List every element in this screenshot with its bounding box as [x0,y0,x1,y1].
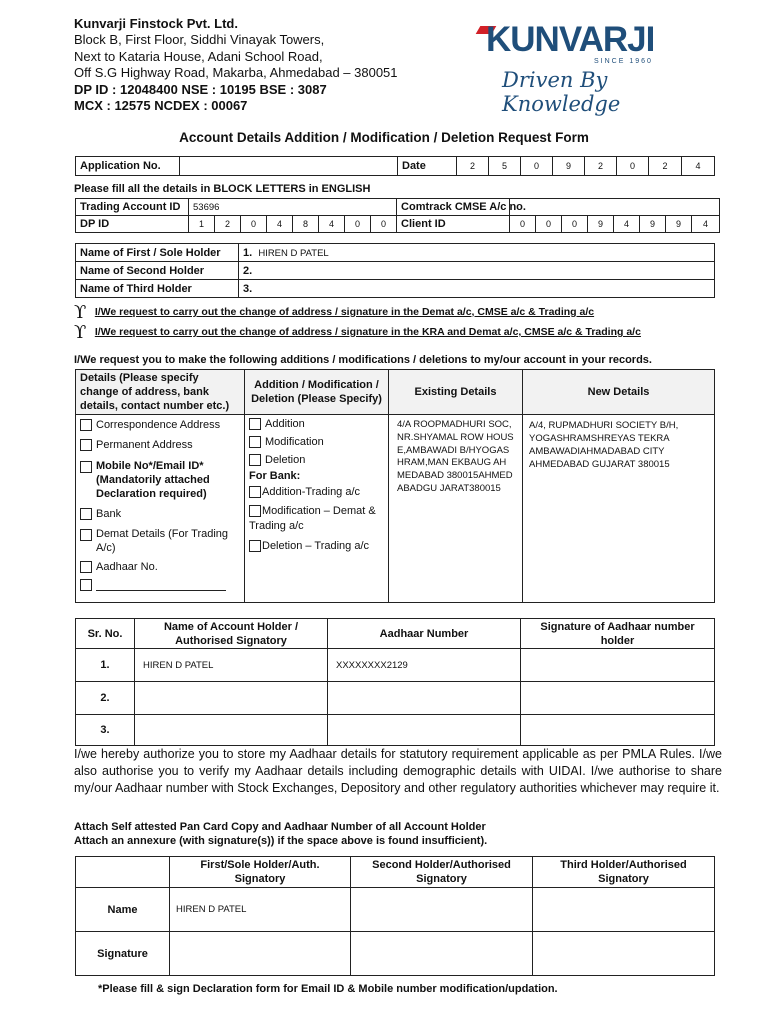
option-permanent-address[interactable]: Permanent Address [80,439,240,451]
holder-name-header: Name of Account Holder / Authorised Signatory [135,619,328,649]
checkbox-icon[interactable] [249,540,261,552]
client-id-digit[interactable]: 0 [510,216,536,233]
checkbox-icon[interactable] [249,454,261,466]
aadhaar-number-field[interactable] [328,715,521,746]
company-name: Kunvarji Finstock Pvt. Ltd. [74,16,238,31]
comtrack-field[interactable] [510,199,720,216]
checkbox-icon[interactable] [80,561,92,573]
date-digit[interactable]: 5 [489,157,521,176]
client-id-digit[interactable]: 0 [562,216,588,233]
exchange-ids-2: MCX : 12575 NCDEX : 00067 [74,98,248,114]
logo-since: SINCE 1960 [594,58,653,65]
application-no-field[interactable] [180,157,398,176]
logo-tagline: Driven By Knowledge [502,68,621,116]
first-signatory-name[interactable]: HIREN D PATEL [170,888,351,932]
holder-name-field[interactable] [135,682,328,715]
details-options-cell [76,415,245,603]
checkbox-icon[interactable] [80,579,92,591]
signatory-table [75,856,715,976]
for-bank-label: For Bank: [249,470,301,483]
checkbox-icon[interactable] [249,418,261,430]
aadhaar-number-header: Aadhaar Number [328,619,521,649]
aadhaar-authorization-text: I/we hereby authorize you to store my Aadhaar details for statutory requirement applicable as per PMLA Rules. I/we also authorise you to verify my Aadhaar details including demographic details with UIDAI. I/we authorise to share my/our Aadhaar number with Stock Exchanges, Depository and other regulatory authorities whichever may require it. [74,747,722,795]
date-digit[interactable]: 4 [682,157,715,176]
date-digit[interactable]: 0 [617,157,649,176]
option-other[interactable] [80,579,240,591]
aadhaar-number-field[interactable]: XXXXXXXX2129 [328,649,521,682]
attach-note-pan: Attach Self attested Pan Card Copy and Aadhaar Number of all Account Holder [74,821,486,833]
third-holder-field[interactable] [239,280,715,298]
application-table [75,156,715,176]
request-option-demat[interactable] [74,302,594,323]
dp-id-digit[interactable]: 4 [267,216,293,233]
dp-id-label: DP ID [76,216,189,233]
request-intro: I/We request you to make the following additions / modifications / deletions to my/our account in your records. [74,354,652,366]
client-id-digit[interactable]: 4 [692,216,720,233]
holder-name-field[interactable]: HIREN D PATEL [135,649,328,682]
option-bank[interactable]: Bank [80,508,240,520]
action-header: Addition / Modification / Deletion (Please Specify) [245,370,389,415]
blank-header [76,857,170,888]
date-digit[interactable]: 9 [553,157,585,176]
option-aadhaar[interactable]: Aadhaar No. [80,561,240,573]
action-modification[interactable]: Modification [249,436,384,448]
address-line-3: Off S.G Highway Road, Makarba, Ahmedabad – 380051 [74,65,398,81]
request-option-kra[interactable] [74,322,641,343]
new-details-field[interactable]: A/4, RUPMADHURI SOCIETY B/H, YOGASHRAMSHREYAS TEKRA AMBAWADIAHMADABAD CITY AHMEDABAD GUJARAT 380015 [523,415,715,603]
date-label: Date [398,157,457,176]
action-addition[interactable]: Addition [249,418,384,430]
aadhaar-table [75,618,715,746]
client-id-digit[interactable]: 9 [640,216,666,233]
client-id-digit[interactable]: 0 [536,216,562,233]
option-demat-details[interactable]: Demat Details (For Trading A/c) [80,527,240,555]
dp-id-digit[interactable]: 8 [293,216,319,233]
date-digit[interactable]: 2 [585,157,617,176]
client-id-label: Client ID [397,216,510,233]
third-signatory-name[interactable] [533,888,715,932]
checkbox-icon[interactable] [249,486,261,498]
trading-table [75,198,720,233]
trading-account-id-label: Trading Account ID [76,199,189,216]
holder-number: 3. [243,282,253,295]
aadhaar-signature-header: Signature of Aadhaar number holder [521,619,715,649]
checkbox-icon[interactable] [80,529,92,541]
attach-note-annexure: Attach an annexure (with signature(s)) if the space above is found insufficient). [74,835,488,847]
company-header [74,16,398,114]
checkbox-icon[interactable] [249,436,261,448]
aadhaar-number-field[interactable] [328,682,521,715]
aadhaar-signature-field[interactable] [521,682,715,715]
sr-no: 2. [76,682,135,715]
dp-id-digit[interactable]: 0 [345,216,371,233]
holder-name-field[interactable] [135,715,328,746]
signature-row-label: Signature [76,932,170,976]
client-id-digit[interactable]: 9 [588,216,614,233]
application-no-label: Application No. [76,157,180,176]
option-correspondence-address[interactable]: Correspondence Address [80,419,240,431]
checkbox-icon[interactable] [249,505,261,517]
aadhaar-signature-field[interactable] [521,649,715,682]
first-holder-name: HIREN D PATEL [258,247,329,259]
client-id-digit[interactable]: 4 [614,216,640,233]
name-row-label: Name [76,888,170,932]
comtrack-label: Comtrack CMSE A/c no. [397,199,510,216]
checkbox-icon[interactable] [80,461,92,473]
holder-number: 1. [243,246,253,259]
sr-no: 1. [76,649,135,682]
other-blank-line[interactable] [96,580,226,591]
first-holder-field[interactable] [239,244,715,262]
bank-modification-demat[interactable]: Modification – Demat & Trading a/c [249,505,376,533]
sr-no: 3. [76,715,135,746]
checkbox-icon[interactable] [80,439,92,451]
third-holder-label: Name of Third Holder [76,280,239,298]
dp-id-digit[interactable]: 4 [319,216,345,233]
request-option-text: I/We request to carry out the change of address / signature in the KRA and Demat a/c, CMSE a/c & Trading a/c [94,326,641,338]
existing-header: Existing Details [389,370,523,415]
bank-addition-trading[interactable]: Addition-Trading a/c [249,486,384,498]
checkbox-icon[interactable] [80,508,92,520]
details-table [75,369,715,603]
client-id-digit[interactable]: 9 [666,216,692,233]
logo-wordmark: KUNVARJI [486,20,655,59]
action-deletion[interactable]: Deletion [249,454,384,466]
trading-account-id-field[interactable]: 53696 [189,199,397,216]
footer-note: *Please fill & sign Declaration form for Email ID & Mobile number modification/updation. [98,983,558,995]
aadhaar-signature-field[interactable] [521,715,715,746]
second-holder-field[interactable] [239,262,715,280]
dp-id-digit[interactable]: 1 [189,216,215,233]
option-mobile-email[interactable]: Mobile No*/Email ID* (Mandatorily attached Declaration required) [80,459,240,501]
table-row [76,682,715,715]
new-header: New Details [523,370,715,415]
second-signatory-name[interactable] [351,888,533,932]
checkbox-icon[interactable] [80,419,92,431]
kunvarji-logo [474,18,714,116]
option-glyph-icon: ϒ [74,302,87,323]
second-signature-field[interactable] [351,932,533,976]
table-row [76,649,715,682]
date-digit[interactable]: 2 [457,157,489,176]
action-options-cell [245,415,389,603]
first-signatory-header: First/Sole Holder/Auth. Signatory [170,857,351,888]
exchange-ids-1: DP ID : 12048400 NSE : 10195 BSE : 3087 [74,81,327,97]
details-header: Details (Please specify change of address, bank details, contact number etc.) [76,370,245,415]
date-digit[interactable]: 0 [521,157,553,176]
third-signature-field[interactable] [533,932,715,976]
bank-deletion-trading[interactable]: Deletion – Trading a/c [249,540,384,552]
holder-number: 2. [243,264,253,277]
dp-id-digit[interactable]: 0 [241,216,267,233]
holders-table [75,243,715,298]
address-line-1: Block B, First Floor, Siddhi Vinayak Towers, [74,32,325,48]
dp-id-digit[interactable]: 0 [371,216,397,233]
address-line-2: Next to Kataria House, Adani School Road, [74,48,323,64]
existing-details-field[interactable]: 4/A ROOPMADHURI SOC, NR.SHYAMAL ROW HOUSE,AMBAWADI B/HYOGASHRAM,MAN EKBAUG AHMEDABAD 380015AHMEDABADGU JARAT380015 [389,415,523,603]
second-holder-label: Name of Second Holder [76,262,239,280]
request-option-text: I/We request to carry out the change of address / signature in the Demat a/c, CMSE a/c & Trading a/c [94,306,595,318]
dp-id-digit[interactable]: 2 [215,216,241,233]
first-signature-field[interactable] [170,932,351,976]
third-signatory-header: Third Holder/Authorised Signatory [533,857,715,888]
second-signatory-header: Second Holder/Authorised Signatory [351,857,533,888]
sr-no-header: Sr. No. [76,619,135,649]
block-letters-instruction: Please fill all the details in BLOCK LETTERS in ENGLISH [74,183,371,195]
date-digit[interactable]: 2 [649,157,682,176]
option-glyph-icon: ϒ [74,322,87,343]
table-row [76,715,715,746]
first-holder-label: Name of First / Sole Holder [76,244,239,262]
form-title: Account Details Addition / Modification / Deletion Request Form [179,130,589,145]
